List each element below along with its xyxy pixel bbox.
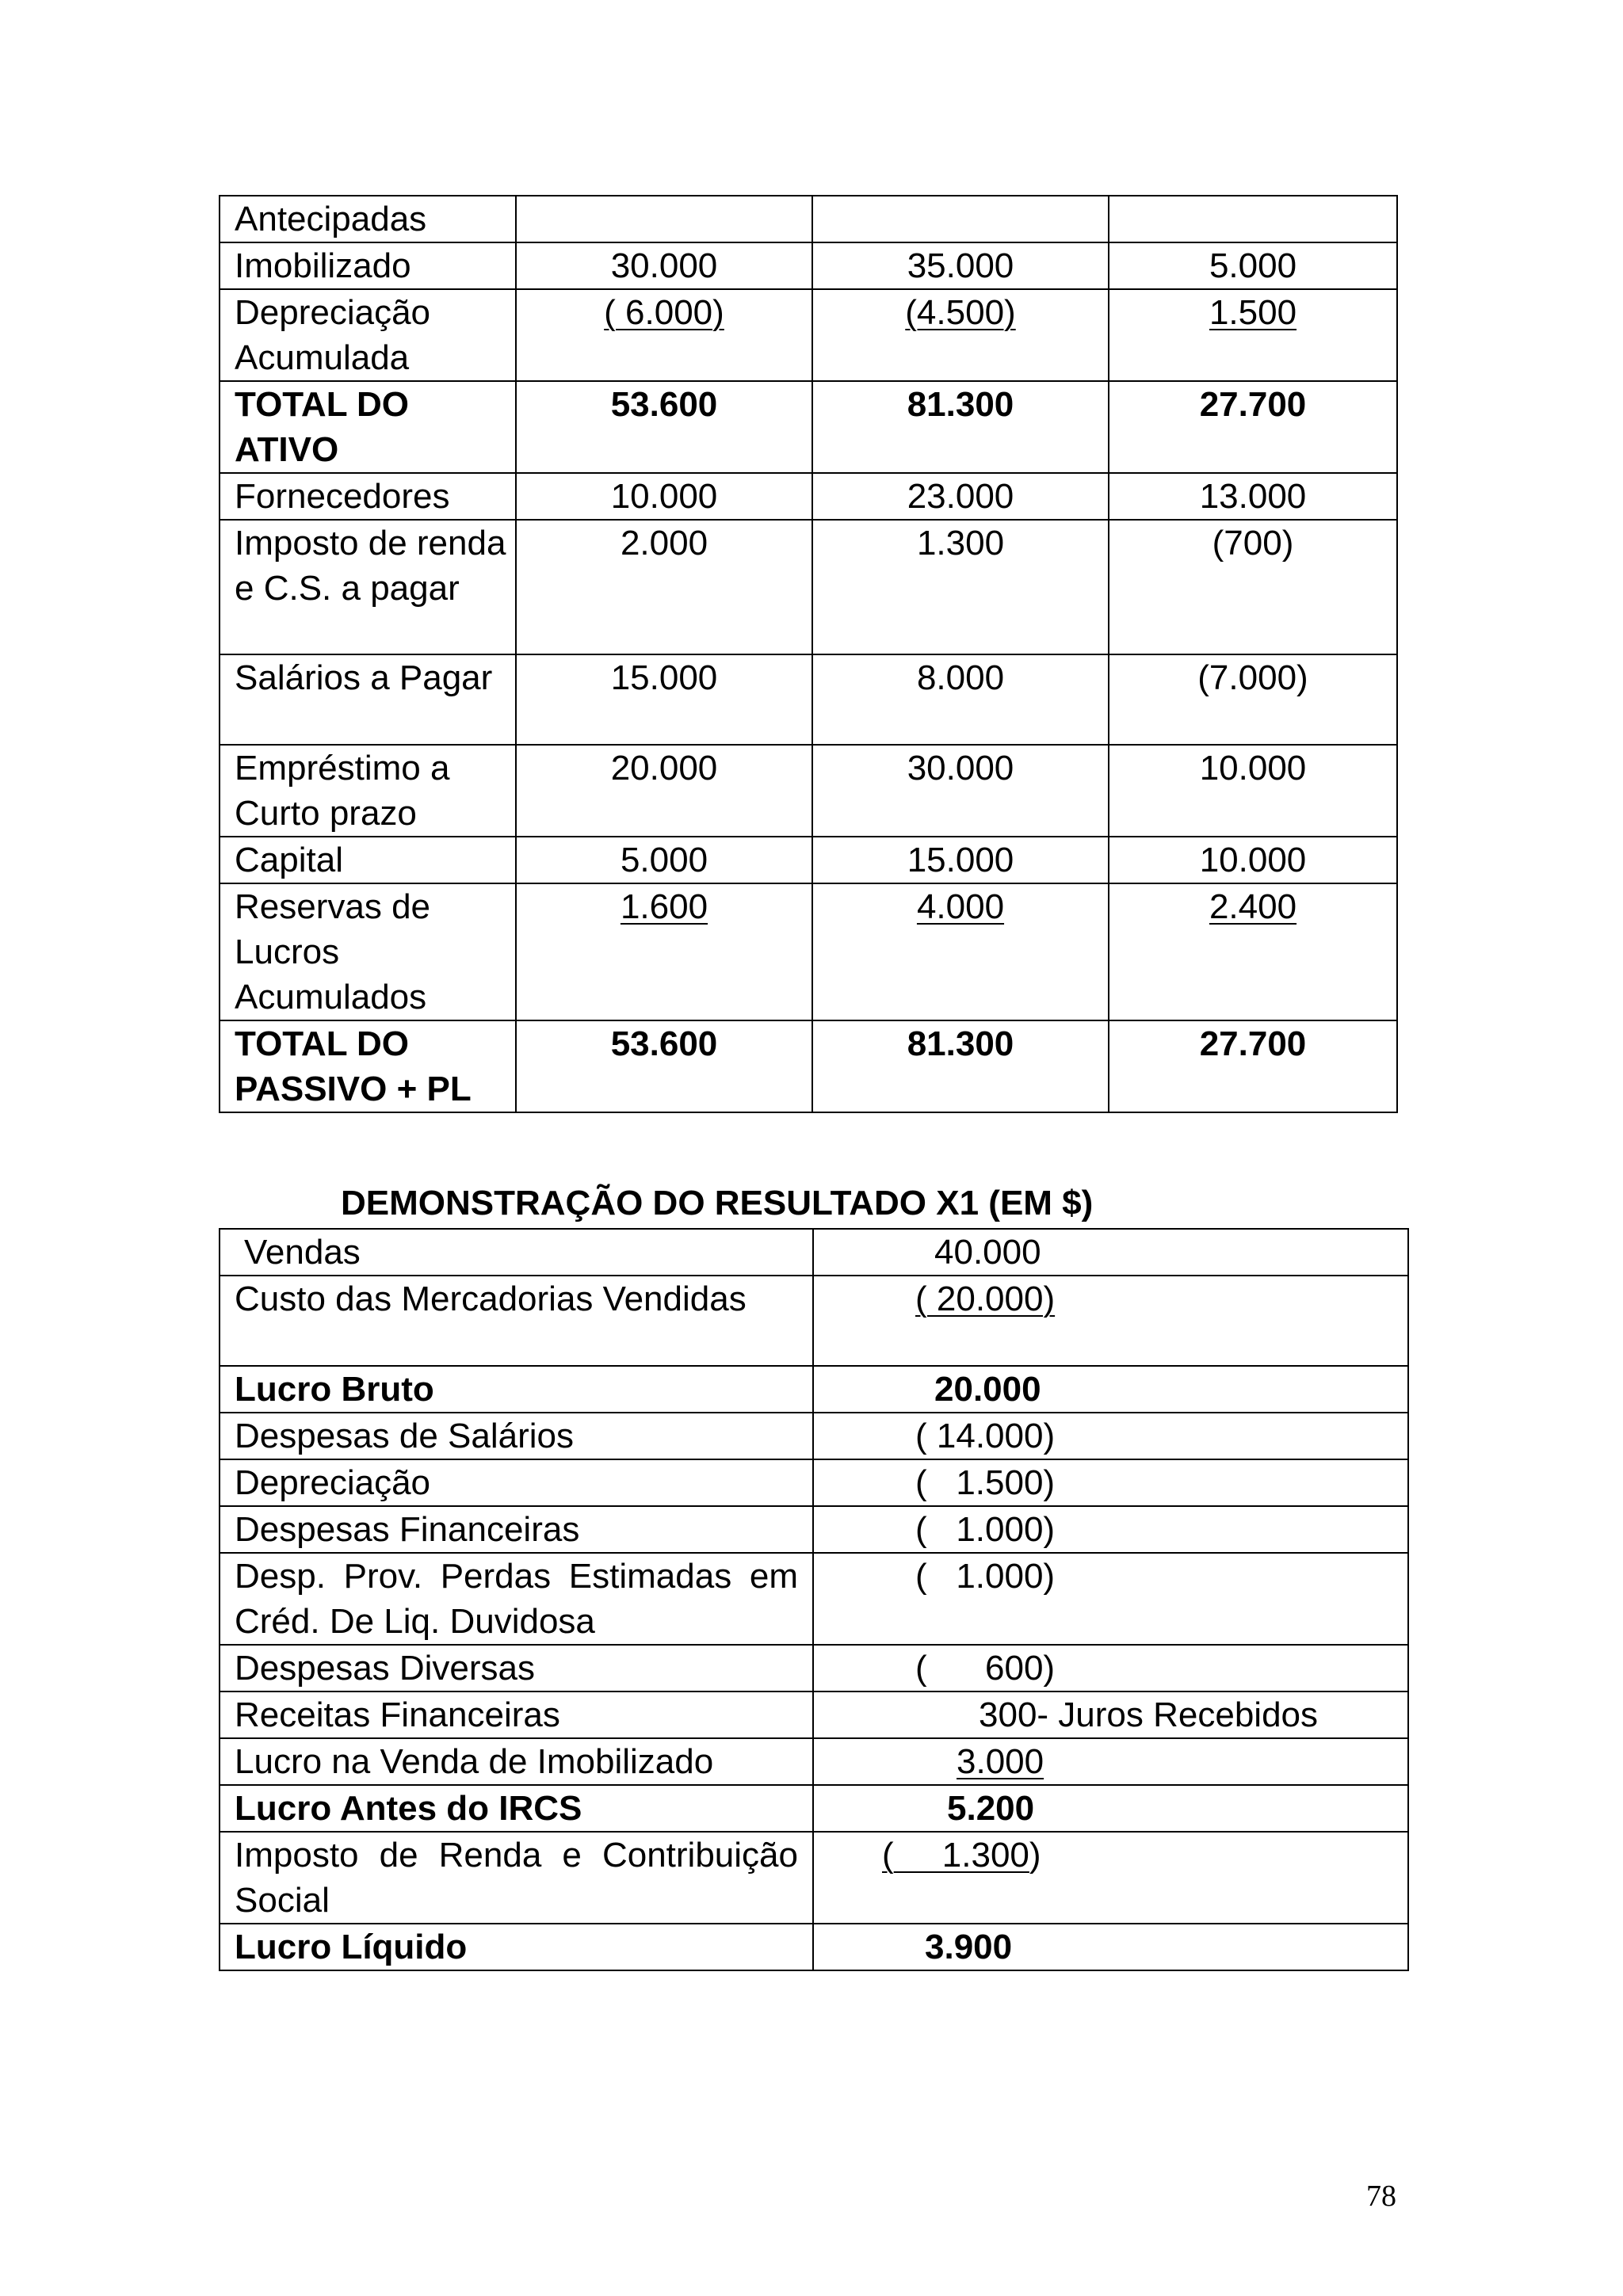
value-cell: 27.700	[1109, 381, 1397, 473]
value-cell	[516, 196, 812, 242]
balance-sheet-table	[219, 195, 1398, 1113]
row-label: Lucro Bruto	[220, 1366, 813, 1413]
table-row	[220, 837, 1397, 883]
value-paren: (	[882, 1836, 894, 1875]
value-cell	[813, 1506, 1408, 1553]
table-row	[220, 1924, 1408, 1970]
value-text: 1.600	[620, 887, 708, 926]
table-row	[220, 520, 1397, 654]
row-label: Despesas Diversas	[220, 1645, 813, 1691]
table-row	[220, 1366, 1408, 1413]
row-label: Depreciação	[220, 1459, 813, 1506]
table-row	[220, 1459, 1408, 1506]
table-row	[220, 1553, 1408, 1645]
value-text: ( 6.000)	[604, 293, 724, 332]
row-label: Despesas Financeiras	[220, 1506, 813, 1553]
value-cell	[516, 883, 812, 1020]
value-cell: 20.000	[516, 745, 812, 837]
row-label: Fornecedores	[220, 473, 516, 520]
row-label: Imposto de Renda e Contribuição Social	[220, 1832, 813, 1924]
value-cell	[813, 1413, 1408, 1459]
row-label: Lucro na Venda de Imobilizado	[220, 1738, 813, 1785]
value-text: 1.500	[1209, 293, 1297, 332]
table-row	[220, 1645, 1408, 1691]
value-cell: 35.000	[812, 242, 1109, 289]
value-cell: 5.000	[516, 837, 812, 883]
row-label: Lucro Líquido	[220, 1924, 813, 1970]
table-row	[220, 1413, 1408, 1459]
row-label: Lucro Antes do IRCS	[220, 1785, 813, 1832]
value-cell: 13.000	[1109, 473, 1397, 520]
value-cell: (700)	[1109, 520, 1397, 654]
value-cell	[813, 1785, 1408, 1832]
row-label: TOTAL DO PASSIVO + PL	[220, 1020, 516, 1112]
value-number: 1.300	[893, 1836, 1029, 1875]
row-label: Imobilizado	[220, 242, 516, 289]
value-text: 4.000	[916, 887, 1005, 926]
row-label: Depreciação Acumulada	[220, 289, 516, 381]
table-row	[220, 1691, 1408, 1738]
value-cell	[813, 1645, 1408, 1691]
row-label: Reservas de Lucros Acumulados	[220, 883, 516, 1020]
value-cell: 23.000	[812, 473, 1109, 520]
page-number: 78	[1366, 2180, 1396, 2213]
value-cell: 30.000	[812, 745, 1109, 837]
table-row	[220, 242, 1397, 289]
row-label: Salários a Pagar	[220, 654, 516, 745]
value-cell	[813, 1738, 1408, 1785]
table-row	[220, 196, 1397, 242]
table-row	[220, 381, 1397, 473]
value-cell: 10.000	[1109, 837, 1397, 883]
value-cell: 81.300	[812, 381, 1109, 473]
value-cell: 81.300	[812, 1020, 1109, 1112]
table-row	[220, 1832, 1408, 1924]
value-text: ( 1.500)	[915, 1463, 1056, 1502]
value-cell: 53.600	[516, 381, 812, 473]
value-text: 300- Juros Recebidos	[979, 1695, 1319, 1734]
value-text: ( 600)	[915, 1649, 1056, 1688]
value-text: (4.500)	[905, 293, 1016, 332]
table-row	[220, 1738, 1408, 1785]
table-row	[220, 1506, 1408, 1553]
value-text	[882, 1836, 1029, 1875]
table-row	[220, 1229, 1408, 1276]
value-cell	[813, 1832, 1408, 1924]
table-row	[220, 1276, 1408, 1366]
row-label: Imposto de renda e C.S. a pagar	[220, 520, 516, 654]
value-text: ( 1.000)	[915, 1510, 1056, 1549]
value-cell: 27.700	[1109, 1020, 1397, 1112]
value-text: 2.400	[1209, 887, 1297, 926]
row-label: Desp. Prov. Perdas Estimadas em Créd. De Liq. Duvidosa	[220, 1553, 813, 1645]
value-cell	[812, 289, 1109, 381]
table-row	[220, 473, 1397, 520]
row-label-text: Vendas	[244, 1233, 361, 1272]
value-text: 3.900	[925, 1928, 1013, 1966]
value-cell: 8.000	[812, 654, 1109, 745]
value-cell	[813, 1459, 1408, 1506]
value-text: ( 1.000)	[915, 1557, 1056, 1596]
table-row	[220, 1785, 1408, 1832]
value-cell: 1.300	[812, 520, 1109, 654]
value-cell	[813, 1276, 1408, 1366]
row-label-text: Custo das Mercadorias Vendidas	[235, 1280, 747, 1318]
value-cell	[813, 1366, 1408, 1413]
value-cell	[813, 1924, 1408, 1970]
value-cell	[1109, 883, 1397, 1020]
income-statement-table	[219, 1228, 1409, 1971]
value-cell	[812, 196, 1109, 242]
value-cell: 15.000	[812, 837, 1109, 883]
value-text: 5.200	[947, 1789, 1035, 1828]
value-cell	[813, 1691, 1408, 1738]
value-cell	[813, 1229, 1408, 1276]
table-row	[220, 654, 1397, 745]
value-text: ( 14.000)	[915, 1417, 1056, 1455]
value-cell	[516, 289, 812, 381]
value-cell	[812, 883, 1109, 1020]
row-label: TOTAL DO ATIVO	[220, 381, 516, 473]
value-cell: 53.600	[516, 1020, 812, 1112]
row-label: Antecipadas	[220, 196, 516, 242]
row-label	[220, 1229, 813, 1276]
row-label: Empréstimo a Curto prazo	[220, 745, 516, 837]
value-text: 40.000	[934, 1233, 1041, 1272]
row-label: Capital	[220, 837, 516, 883]
table-row	[220, 883, 1397, 1020]
value-cell: 10.000	[516, 473, 812, 520]
value-text: 20.000	[934, 1370, 1041, 1409]
value-cell	[1109, 196, 1397, 242]
row-label: Receitas Financeiras	[220, 1691, 813, 1738]
value-cell: 30.000	[516, 242, 812, 289]
row-label	[220, 1276, 813, 1366]
value-cell	[1109, 289, 1397, 381]
value-text: 3.000	[957, 1742, 1044, 1781]
income-statement-title: DEMONSTRAÇÃO DO RESULTADO X1 (EM $)	[341, 1184, 1094, 1222]
value-cell: 15.000	[516, 654, 812, 745]
value-cell: 5.000	[1109, 242, 1397, 289]
value-cell	[813, 1553, 1408, 1645]
value-cell: 2.000	[516, 520, 812, 654]
table-row	[220, 289, 1397, 381]
value-text: ( 20.000)	[915, 1280, 1056, 1318]
value-cell: 10.000	[1109, 745, 1397, 837]
table-row	[220, 1020, 1397, 1112]
value-paren-close: )	[1029, 1836, 1041, 1875]
value-cell: (7.000)	[1109, 654, 1397, 745]
row-label: Despesas de Salários	[220, 1413, 813, 1459]
table-row	[220, 745, 1397, 837]
